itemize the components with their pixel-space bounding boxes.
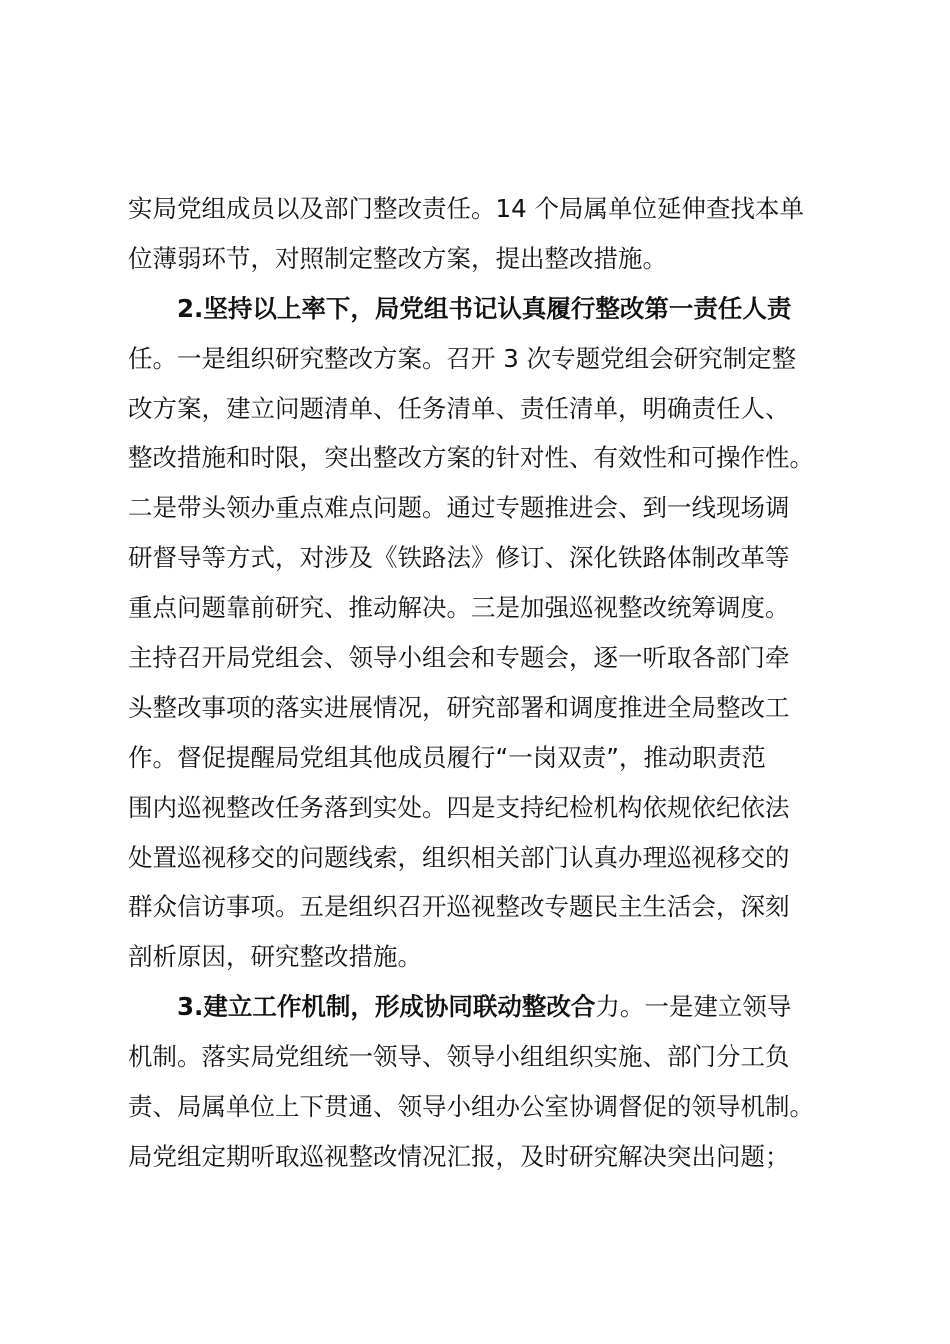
body-line: 剖析原因，研究整改措施。 [128,942,422,972]
section-line [128,982,848,1032]
body-line: 处置巡视移交的问题线索，组织相关部门认真办理巡视移交的 [128,842,790,872]
body-line: 作。督促提醒局党组其他成员履行“一岗双责”，推动职责范 [128,742,766,772]
body-line: 围内巡视整改任务落到实处。四是支持纪检机构依规依纪依法 [128,792,790,822]
body-line: 群众信访事项。五是组织召开巡视整改专题民主生活会，深刻 [128,892,790,922]
body-line: 改方案，建立问题清单、任务清单、责任清单，明确责任人、 [128,393,790,423]
body-line: 实局党组成员以及部门整改责任。14 个局属单位延伸查找本单 [128,194,804,223]
body-line: 整改措施和时限，突出整改方案的针对性、有效性和可操作性。 [128,443,814,473]
body-line: 头整改事项的落实进展情况，研究部署和调度推进全局整改工 [128,692,790,722]
section-heading: 3.建立工作机制，形成协同联动整改合 [177,992,596,1022]
body-line: 机制。落实局党组统一领导、领导小组组织实施、部门分工负 [128,1042,790,1072]
document-body [128,184,848,1182]
body-line: 主持召开局党组会、领导小组会和专题会，逐一听取各部门牵 [128,643,790,673]
body-line: 任。一是组织研究整改方案。召开 3 次专题党组会研究制定整 [128,343,797,373]
body-line: 位薄弱环节，对照制定整改方案，提出整改措施。 [128,243,667,273]
body-line: 责、局属单位上下贯通、领导小组办公室协调督促的领导机制。 [128,1092,814,1122]
section-heading: 2.坚持以上率下，局党组书记认真履行整改第一责任人责 [177,293,792,323]
body-line: 研督导等方式，对涉及《铁路法》修订、深化铁路体制改革等 [128,543,790,573]
body-line: 二是带头领办重点难点问题。通过专题推进会、到一线现场调 [128,493,790,523]
body-line: 局党组定期听取巡视整改情况汇报，及时研究解决突出问题； [128,1141,790,1171]
body-line: 重点问题靠前研究、推动解决。三是加强巡视整改统筹调度。 [128,593,790,623]
body-text: 力。一是建立领导 [595,992,792,1022]
